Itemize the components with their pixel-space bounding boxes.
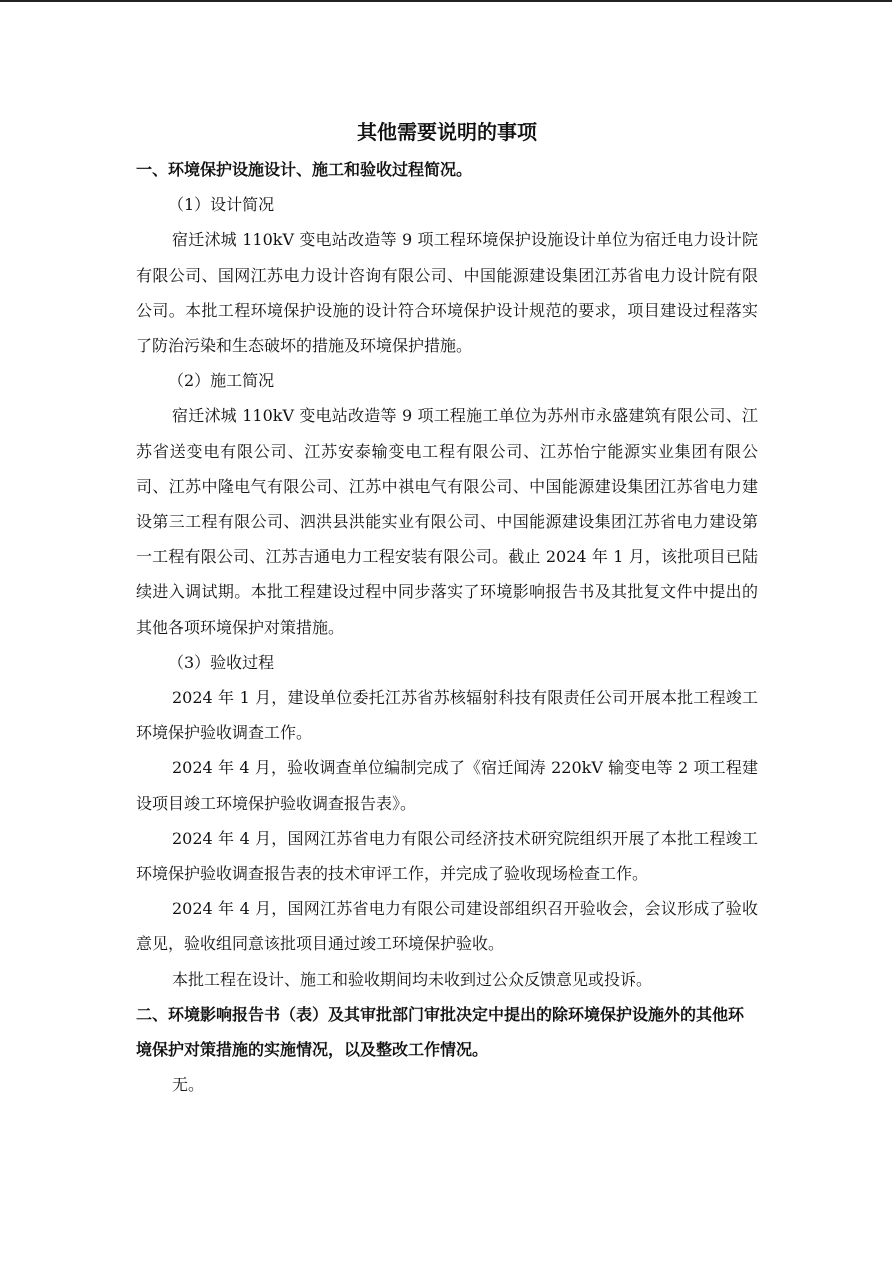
document-page	[136, 112, 758, 1102]
section-2-heading: 二、环境影响报告书（表）及其审批部门审批决定中提出的除环境保护设施外的其他环境保护对策措施的实施情况，以及整改工作情况。	[136, 1004, 745, 1060]
section-1-heading: 一、环境保护设施设计、施工和验收过程简况。	[136, 160, 473, 179]
acceptance-subheading: （3）验收过程	[168, 652, 275, 672]
acceptance-paragraph-2: 2024 年 4 月，验收调查单位编制完成了《宿迁闻涛 220kV 输变电等 2 项工程建设项目竣工环境保护验收调查报告表》。	[136, 758, 758, 813]
design-subheading: （1）设计简况	[168, 195, 275, 215]
top-border-line	[0, 0, 892, 2]
construction-paragraph: 宿迁沭城 110kV 变电站改造等 9 项工程施工单位为苏州市永盛建筑有限公司、江苏省送变电有限公司、江苏安泰输变电工程有限公司、江苏怡宁能源实业集团有限公司、江苏中隆电气有限公司、江苏中祺电气有限公司、中国能源建设集团江苏省电力建设第三工程有限公司、泗洪县洪能实业有限公司、中国能源建设集团江苏省电力建设第一工程有限公司、江苏吉通电力工程安装有限公司。截止 2024 年 1 月，该批项目已陆续进入调试期。本批工程建设过程中同步落实了环境影响报告书及其批复文件中提出的其他各项环境保护对策措施。	[136, 406, 758, 637]
construction-subheading: （2）施工简况	[168, 371, 275, 391]
acceptance-paragraph-3: 2024 年 4 月，国网江苏省电力有限公司经济技术研究院组织开展了本批工程竣工环境保护验收调查报告表的技术审评工作，并完成了验收现场检查工作。	[136, 828, 758, 884]
acceptance-paragraph-1: 2024 年 1 月，建设单位委托江苏省苏核辐射科技有限责任公司开展本批工程竣工环境保护验收调查工作。	[136, 688, 758, 743]
acceptance-paragraph-4: 2024 年 4 月，国网江苏省电力有限公司建设部组织召开验收会，会议形成了验收意见，验收组同意该批项目通过竣工环境保护验收。	[136, 899, 758, 954]
design-paragraph: 宿迁沭城 110kV 变电站改造等 9 项工程环境保护设施设计单位为宿迁电力设计院有限公司、国网江苏电力设计咨询有限公司、中国能源建设集团江苏省电力设计院有限公司。本批工程环境保护设施的设计符合环境保护设计规范的要求，项目建设过程落实了防治污染和生态破坏的措施及环境保护措施。	[136, 230, 758, 356]
section-2-paragraph: 无。	[172, 1075, 205, 1095]
public-feedback-paragraph: 本批工程在设计、施工和验收期间均未收到过公众反馈意见或投诉。	[172, 969, 653, 989]
document-title: 其他需要说明的事项	[357, 120, 537, 144]
